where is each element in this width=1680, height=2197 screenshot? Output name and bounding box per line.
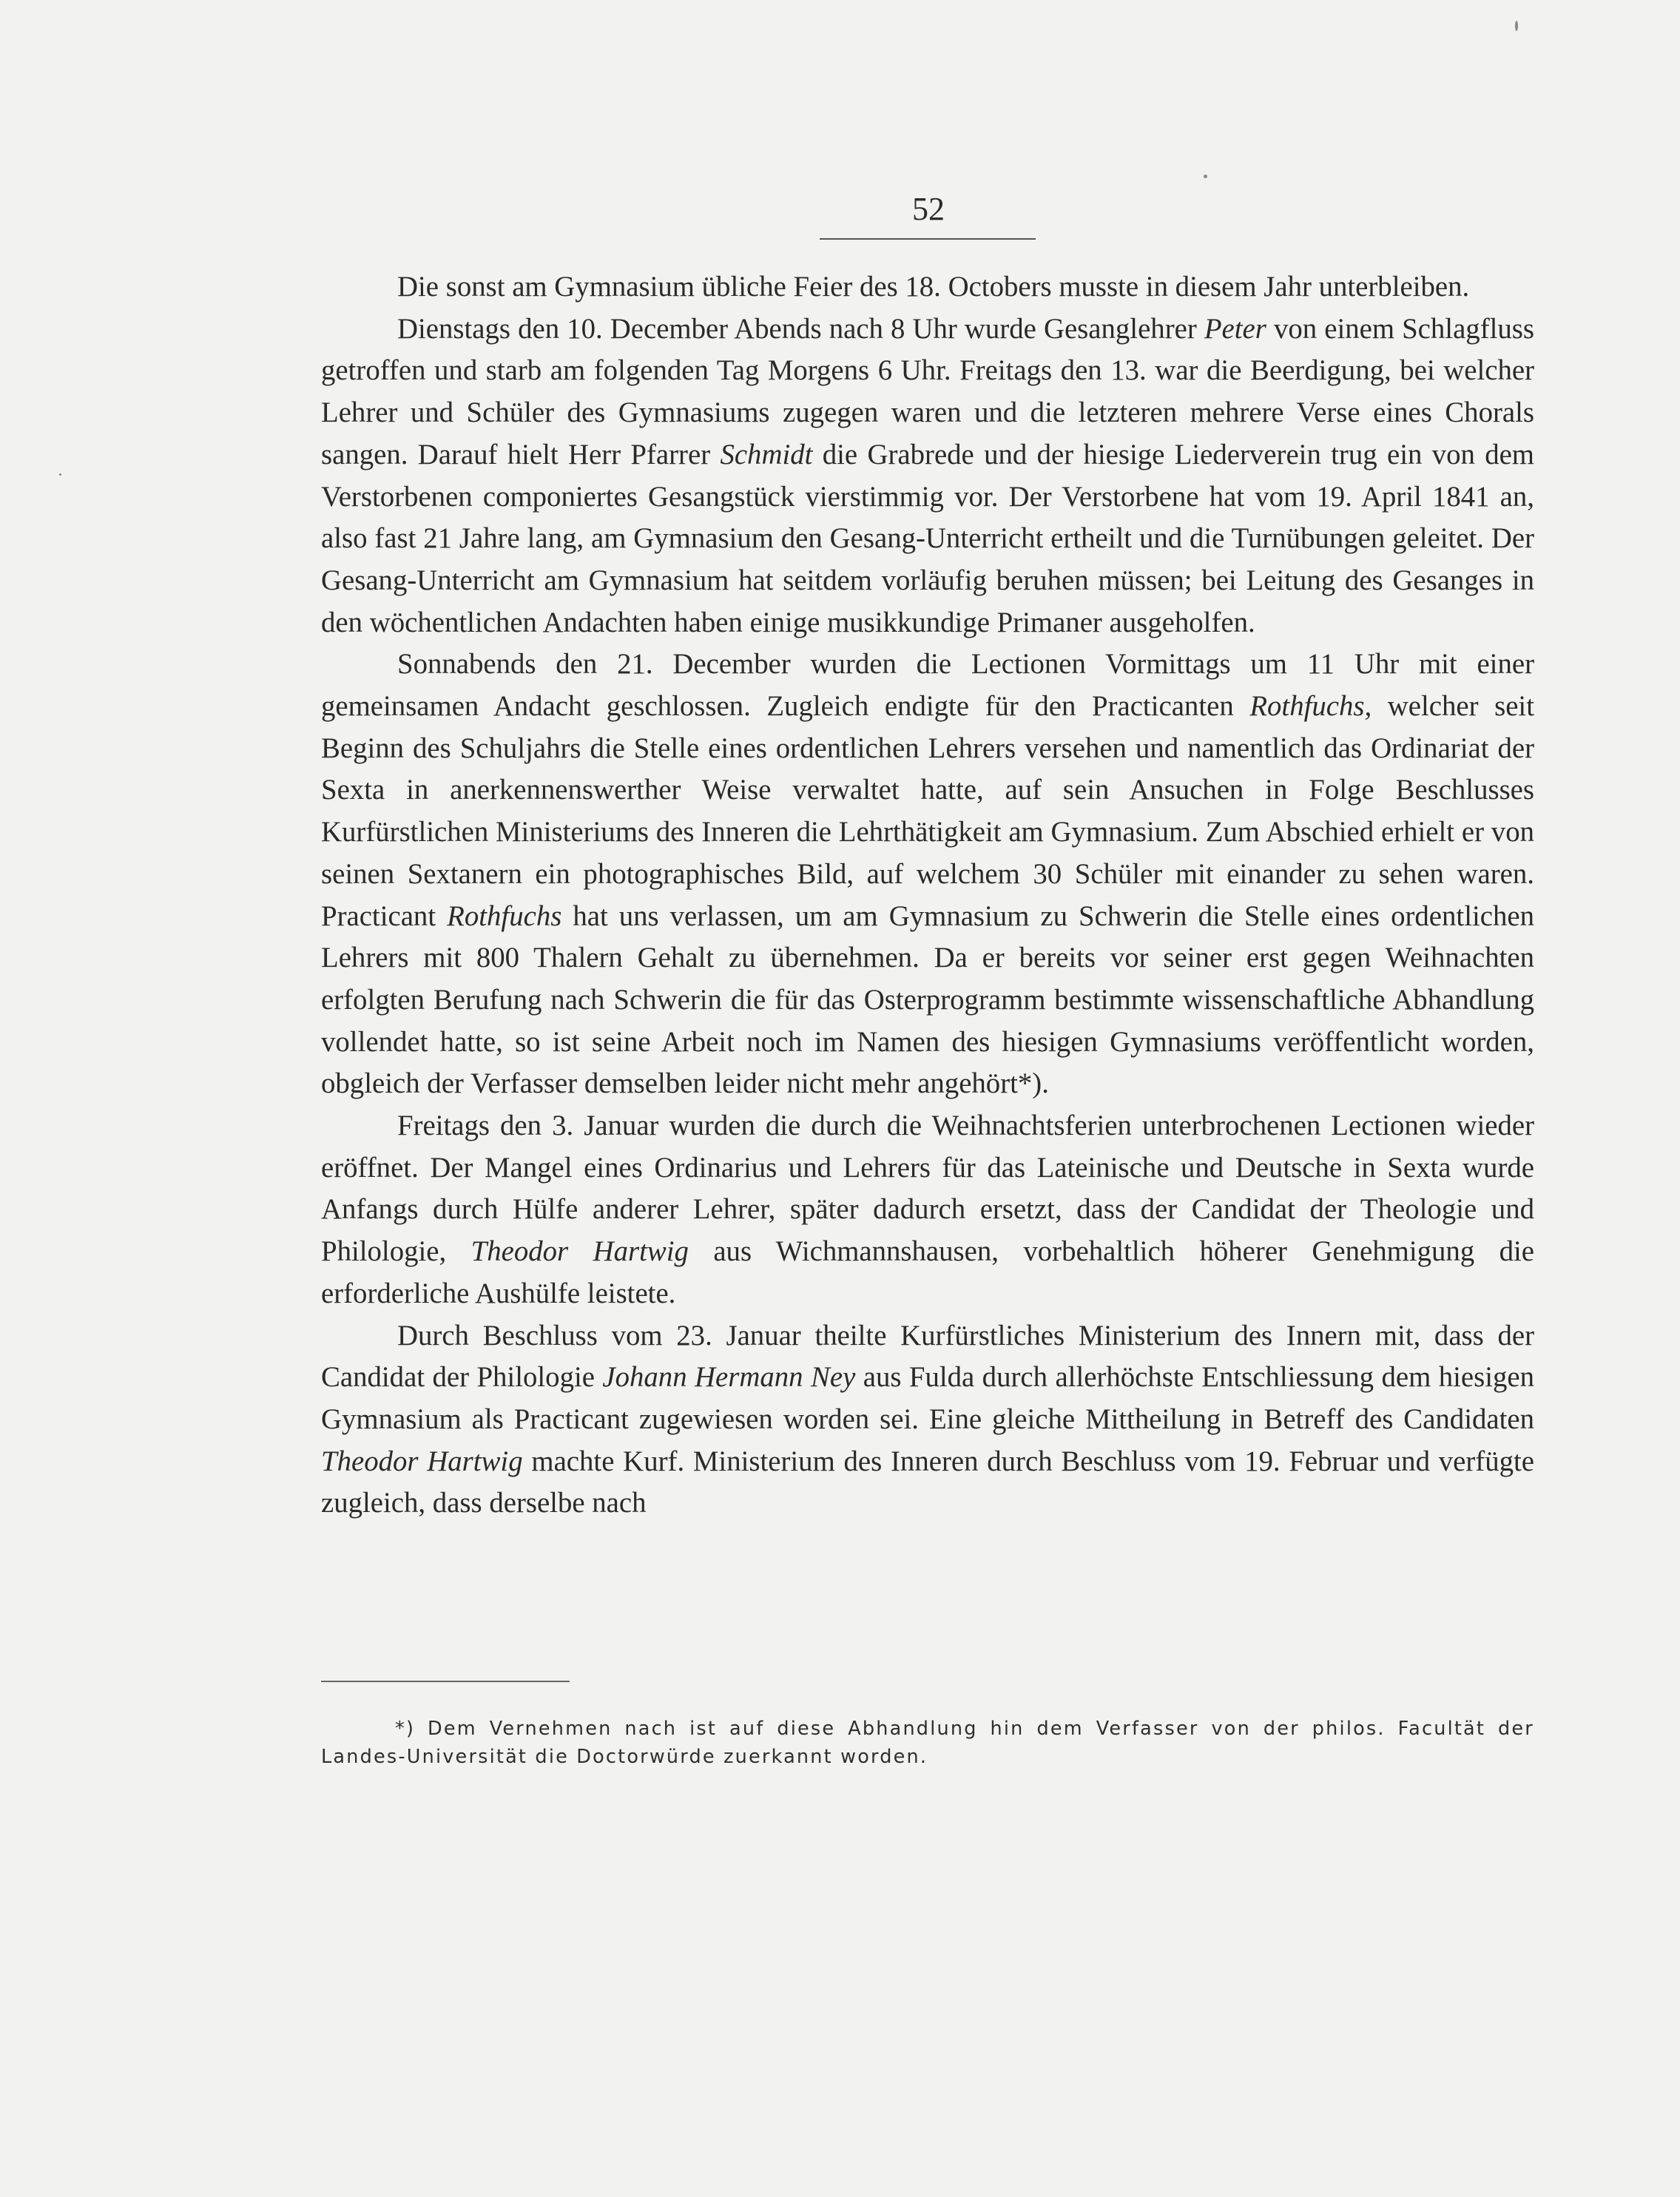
page-number: 52	[912, 191, 945, 227]
paragraph	[321, 1105, 1534, 1315]
text-run: hat uns verlassen, um am Gymnasium zu Schwerin die Stelle eines ordentlichen Lehrers mit 800 Thalern Gehalt zu übernehmen. Da er bereits vor seiner erst gegen Weihnachten erfolgten Berufung nach Schwerin die für das Osterprogramm bestimmte wissenschaftliche Abhandlung vollendet hatte, so ist seine Arbeit noch im Namen des hiesigen Gymnasiums veröffentlicht worden, obgleich der Verfasser demselben leider nicht mehr angehört*).	[321, 900, 1535, 1100]
header-rule	[820, 238, 1036, 240]
body-text	[321, 266, 1534, 1525]
text-run: welcher seit Beginn des Schuljahrs die Stelle eines ordentlichen Lehrers versehen und namentlich das Ordinariat der Sexta in anerkennenswerther Weise verwaltet hatte, auf sein Ansuchen in Folge Beschlusses Kurfürstlichen Ministeriums des Inneren die Lehrthätigkeit am Gymnasium. Zum Abschied erhielt er von seinen Sextanern ein photographisches Bild, auf welchem 30 Schüler mit einander zu sehen waren. Practicant	[321, 690, 1534, 932]
text-run: Durch Beschluss vom 23. Januar theilte Kurfürstliches Ministerium des Innern mit, dass der Candidat der Philologie	[321, 1319, 1534, 1394]
text-run: aus Wichmannshausen, vorbehaltlich höherer Genehmigung die erforderliche Aushülfe leistete.	[321, 1235, 1535, 1309]
text-run: Freitags den 3. Januar wurden die durch die Weihnachtsferien unterbrochenen Lectionen wieder eröffnet. Der Mangel eines Ordinarius und Lehrers für das Lateinische und Deutsche in Sexta wurde Anfangs durch Hülfe anderer Lehrer, später dadurch ersetzt, dass der Candidat der Theologie und Philologie,	[321, 1110, 1534, 1268]
text-run: von einem Schlagfluss getroffen und starb am folgenden Tag Morgens 6 Uhr. Freitags den 13. war die Beerdigung, bei welcher Lehrer und Schüler des Gymnasiums zugegen waren und die letzteren mehrere Verse eines Chorals sangen. Darauf hielt Herr Pfarrer	[321, 312, 1534, 470]
text-run: Dienstags den 10. December Abends nach 8 Uhr wurde Gesanglehrer	[397, 312, 1204, 345]
italic-name: Theodor Hartwig	[321, 1445, 523, 1477]
italic-name: Schmidt	[720, 438, 813, 470]
text-run: Die sonst am Gymnasium übliche Feier des 18. Octobers musste in diesem Jahr unterbleiben.	[397, 271, 1470, 303]
italic-name: Rothfuchs,	[1249, 690, 1372, 723]
paragraph	[321, 308, 1534, 644]
text-run: Sonnabends den 21. December wurden die Lectionen Vormittags um 11 Uhr mit einer gemeinsamen Andacht geschlossen. Zugleich endigte für den Practicanten	[321, 648, 1534, 723]
italic-name: Peter	[1204, 312, 1266, 345]
footnote-rule	[321, 1681, 570, 1682]
footnote: *) Dem Vernehmen nach ist auf diese Abhandlung hin dem Verfasser von der philos. Facultät der Landes-Universität die Doctorwürde zuerkannt worden.	[321, 1718, 1534, 1768]
scan-speck	[1515, 21, 1518, 31]
paragraph	[321, 266, 1534, 308]
text-run: aus Fulda durch allerhöchste Entschliessung dem hiesigen Gymnasium als Practicant zugewiesen worden sei. Eine gleiche Mittheilung in Betreff des Candidaten	[321, 1361, 1534, 1435]
text-run: machte Kurf. Ministerium des Inneren durch Beschluss vom 19. Februar und verfügte zugleich, dass derselbe nach	[321, 1445, 1534, 1519]
italic-name: Rothfuchs	[447, 900, 562, 932]
italic-name: Johann Hermann Ney	[602, 1361, 856, 1394]
italic-name: Theodor Hartwig	[470, 1235, 689, 1268]
paragraph	[321, 1315, 1534, 1525]
text-run: die Grabrede und der hiesige Liederverein trug ein von dem Verstorbenen componiertes Gesangstück vierstimmig vor. Der Verstorbene hat vom 19. April 1841 an, also fast 21 Jahre lang, am Gymnasium den Gesang-Unterricht ertheilt und die Turnübungen geleitet. Der Gesang-Unterricht am Gymnasium hat seitdem vorläufig beruhen müssen; bei Leitung des Gesanges in den wöchentlichen Andachten haben einige musikkundige Primaner ausgeholfen.	[321, 438, 1534, 638]
scan-speck	[59, 473, 61, 476]
scan-speck	[1204, 175, 1207, 178]
paragraph	[321, 644, 1534, 1105]
